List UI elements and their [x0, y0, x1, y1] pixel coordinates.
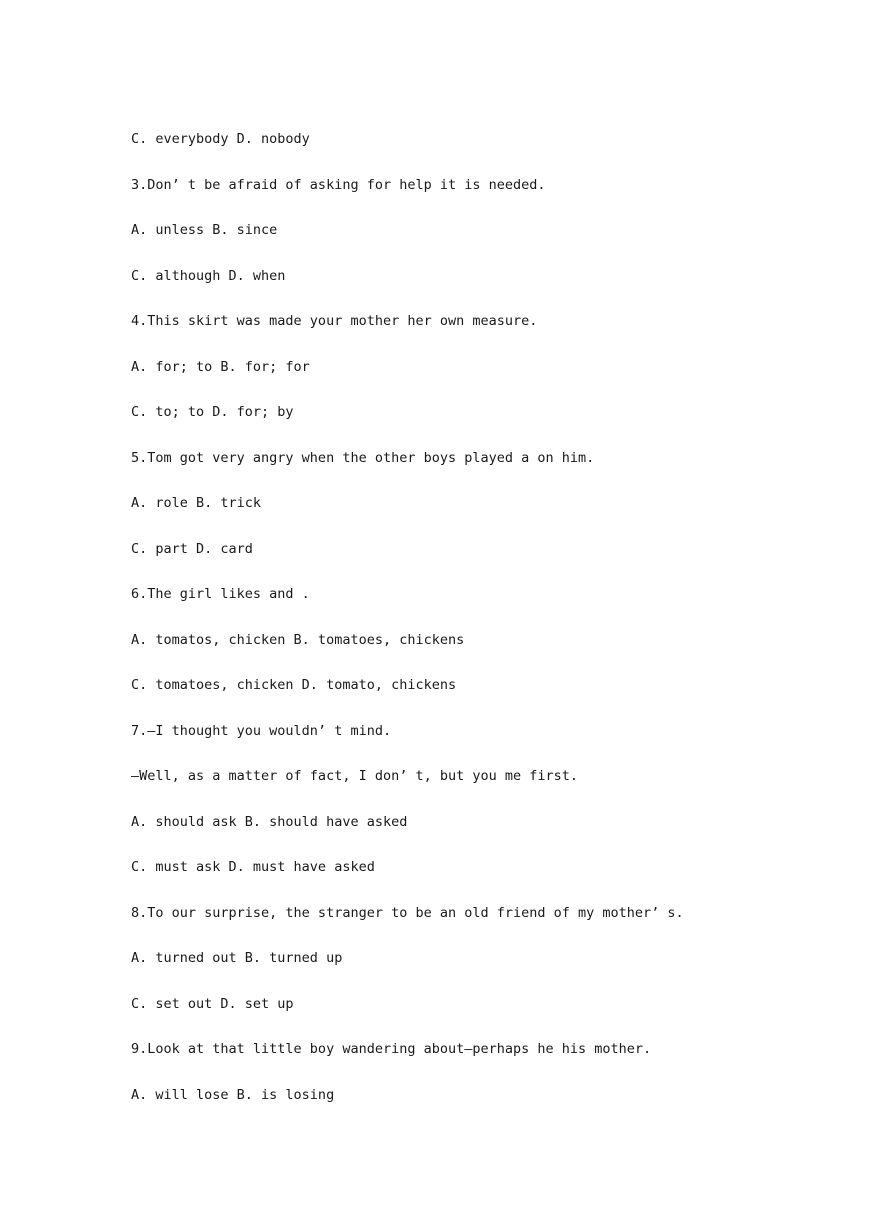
question-4: 4.This skirt was made your mother her own measure. [131, 313, 538, 329]
option-line-q7-cd: C. must ask D. must have asked [131, 859, 375, 875]
option-line-q9-ab: A. will lose B. is losing [131, 1086, 335, 1103]
question-9: 9.Look at that little boy wandering about—perhaps he his mother. [131, 1041, 652, 1057]
option-line-q4-cd: C. to; to D. for; by [131, 404, 294, 420]
question-7: 7.—I thought you wouldn’ t mind. [131, 722, 392, 739]
option-line-q6-cd: C. tomatoes, chicken D. tomato, chickens [131, 677, 457, 693]
option-line-q7-ab: A. should ask B. should have asked [131, 813, 408, 830]
question-5: 5.Tom got very angry when the other boys played a on him. [131, 449, 595, 466]
question-7-reply: —Well, as a matter of fact, I don’ t, but you me first. [131, 768, 579, 784]
option-line-q2-cd: C. everybody D. nobody [131, 131, 310, 147]
option-line-q5-cd: C. part D. card [131, 540, 253, 557]
option-line-q3-cd: C. although D. when [131, 267, 286, 284]
option-line-q5-ab: A. role B. trick [131, 495, 262, 511]
option-line-q3-ab: A. unless B. since [131, 222, 278, 238]
question-8: 8.To our surprise, the stranger to be an old friend of my mother’ s. [131, 904, 684, 921]
question-3: 3.Don’ t be afraid of asking for help it is needed. [131, 176, 546, 193]
question-6: 6.The girl likes and . [131, 586, 310, 602]
option-line-q8-cd: C. set out D. set up [131, 995, 294, 1012]
option-line-q4-ab: A. for; to B. for; for [131, 358, 310, 375]
document-body [131, 129, 831, 1130]
option-line-q6-ab: A. tomatos, chicken B. tomatoes, chickens [131, 631, 465, 648]
option-line-q8-ab: A. turned out B. turned up [131, 950, 343, 966]
